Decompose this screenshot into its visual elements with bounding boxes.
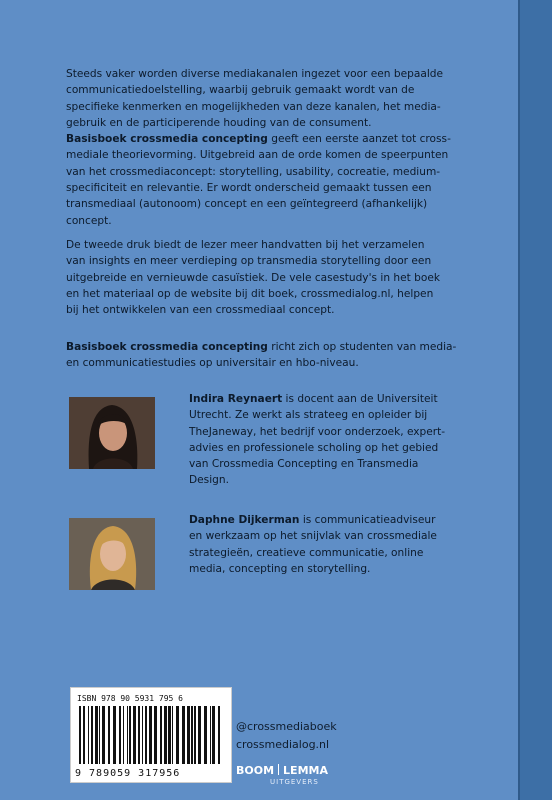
barcode-bar (176, 706, 179, 764)
barcode-bar (83, 706, 85, 764)
barcode-bar (212, 706, 215, 764)
barcode-bar (88, 706, 89, 764)
publisher-logo (236, 764, 328, 777)
intro-line: geeft een eerste aanzet tot cross- (267, 133, 451, 146)
bio1-line: Design. (189, 474, 229, 487)
book-spine (518, 0, 552, 800)
intro-line: Steeds vaker worden diverse mediakanalen ingezet voor een bepaalde (66, 68, 444, 80)
intro-line: transmediaal (autonoom) concept en een geïntegreerd (afhankelijk) (66, 198, 428, 211)
barcode-bar (119, 706, 121, 764)
intro-paragraph (66, 66, 471, 229)
intro-line: mediale theorievorming. Uitgebreid aan de orde komen de speerpunten (66, 149, 449, 162)
author-photo-daphne (69, 518, 155, 590)
barcode-bar (204, 706, 207, 764)
audience-paragraph (66, 339, 471, 372)
barcode-bar (79, 706, 81, 764)
barcode-bar (102, 706, 105, 764)
para3-line: en communicatiestudies op universitair en hbo-niveau. (66, 357, 359, 370)
publisher-boom: BOOM (236, 764, 275, 777)
barcode-bar (168, 706, 171, 764)
bio2-line: media, concepting en storytelling. (189, 562, 371, 575)
para2-line: uitgebreide en vernieuwde casuïstiek. De vele casestudy's in het boek (66, 271, 441, 284)
barcode-bar (210, 706, 211, 764)
intro-line: specifieke kenmerken en mogelijkheden van deze kanalen, het media- (66, 100, 441, 113)
bio1-name-line (189, 391, 449, 407)
publisher-subtitle: UITGEVERS (270, 778, 319, 786)
barcode-bar (149, 706, 152, 764)
barcode-bar (187, 706, 190, 764)
barcode-bar (145, 706, 147, 764)
barcode-bar (182, 706, 185, 764)
bio2-name-line (189, 512, 439, 528)
barcode-bar (154, 706, 157, 764)
para3-title-line (66, 339, 471, 355)
barcode-bar (172, 706, 173, 764)
intro-line: gebruik en de participerende houding van de consument. (66, 116, 372, 129)
barcode-bar (95, 706, 98, 764)
bio1-line: van Crossmedia Concepting en Transmedia (189, 458, 419, 471)
book-title: Basisboek crossmedia concepting (66, 133, 268, 146)
bio2-line: is communicatieadviseur (299, 514, 436, 526)
intro-line: van het crossmediaconcept: storytelling, usability, cocreatie, medium- (66, 165, 441, 178)
barcode-bar (108, 706, 110, 764)
intro-line: concept. (66, 214, 112, 227)
para3-line: richt zich op studenten van media- (267, 341, 457, 353)
publisher-separator (278, 764, 279, 775)
barcode-bar (99, 706, 100, 764)
barcode-bar (91, 706, 93, 764)
bio1-line: is docent aan de Universiteit (282, 393, 438, 405)
barcode-bar (138, 706, 140, 764)
publisher-lemma: LEMMA (283, 764, 328, 777)
website-link[interactable]: crossmedialog.nl (236, 738, 330, 751)
barcode-icon (77, 706, 225, 766)
barcode-bar (113, 706, 116, 764)
barcode-bar (164, 706, 167, 764)
barcode-bar (133, 706, 136, 764)
barcode-bar (127, 706, 128, 764)
bio1-line: Utrecht. Ze werkt als strateeg en opleider bij (189, 409, 428, 422)
bio1-line: advies en professionele scholing op het gebied (189, 441, 439, 454)
barcode-bar (123, 706, 124, 764)
author-bio-indira (189, 391, 449, 489)
para2-line: van insights en meer verdieping op transmedia storytelling door een (66, 255, 432, 268)
isbn-text: ISBN 978 90 5931 795 6 (77, 694, 183, 703)
second-edition-paragraph (66, 237, 471, 318)
barcode-bar (218, 706, 220, 764)
barcode-bar (198, 706, 201, 764)
para2-line: bij het ontwikkelen van een crossmediaal concept. (66, 304, 335, 317)
para2-line: en het materiaal op de website bij dit boek, crossmedialog.nl, helpen (66, 287, 434, 300)
barcode-bar (194, 706, 196, 764)
barcode-number: 9 789059 317956 (75, 768, 181, 779)
spine-edge (518, 0, 520, 800)
barcode-bar (160, 706, 162, 764)
intro-line: specificiteit en relevantie. Er wordt onderscheid gemaakt tussen een (66, 182, 432, 195)
bio1-line: TheJaneway, het bedrijf voor onderzoek, expert- (189, 425, 446, 438)
author-name: Daphne Dijkerman (189, 514, 300, 526)
barcode-bar (142, 706, 143, 764)
para2-line: De tweede druk biedt de lezer meer handvatten bij het verzamelen (66, 239, 425, 251)
bio2-line: en werkzaam op het snijvlak van crossmediale (189, 530, 437, 543)
twitter-handle[interactable]: @crossmediaboek (236, 720, 337, 733)
author-name: Indira Reynaert (189, 393, 283, 405)
intro-title-line (66, 131, 471, 147)
barcode-bar (191, 706, 193, 764)
bio2-line: strategieën, creatieve communicatie, online (189, 546, 424, 559)
book-title: Basisboek crossmedia concepting (66, 341, 268, 353)
isbn-barcode (70, 687, 232, 783)
author-bio-daphne (189, 512, 439, 577)
author-photo-indira (69, 397, 155, 469)
intro-line: communicatiedoelstelling, waarbij gebruik gemaakt wordt van de (66, 84, 415, 97)
barcode-bar (129, 706, 131, 764)
